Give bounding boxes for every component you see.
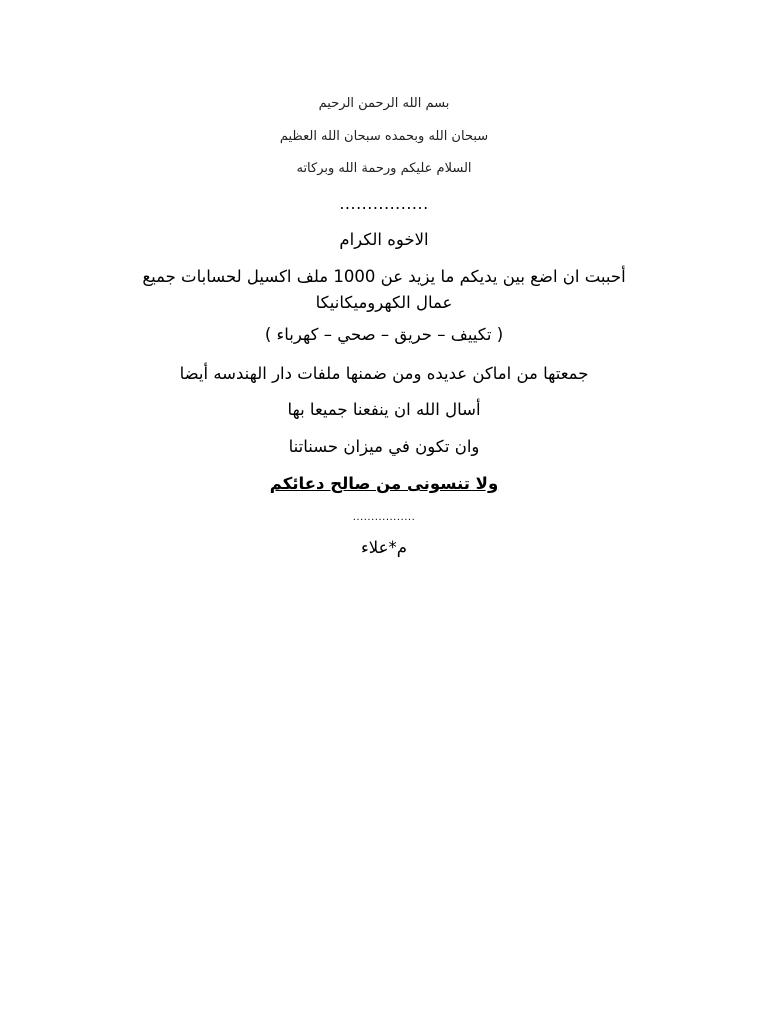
request-line: ولا تنسونى من صالح دعائكم bbox=[269, 474, 499, 493]
categories-line: ( تكييف – حريق – صحي – كهرباء ) bbox=[264, 325, 504, 344]
signature-line: م*علاء bbox=[361, 538, 407, 557]
hope-line: وان تكون في ميزان حسناتنا bbox=[288, 437, 480, 456]
top-separator: ................ bbox=[339, 194, 429, 213]
prayer-line: أسال الله ان ينفعنا جميعا بها bbox=[287, 400, 481, 419]
salam-line: السلام عليكم ورحمة الله وبركاته bbox=[296, 161, 472, 176]
intro-paragraph: أحببت ان اضع بين يديكم ما يزيد عن 1000 ملف اكسيل لحسابات جميع عمال الكهروميكانيكا bbox=[142, 267, 626, 312]
sources-line: جمعتها من اماكن عديده ومن ضمنها ملفات دار الهندسه أيضا bbox=[179, 364, 589, 383]
basmala-line: بسم الله الرحمن الرحيم bbox=[318, 96, 450, 111]
greeting-line: الاخوه الكرام bbox=[339, 230, 429, 249]
bottom-separator: ................. bbox=[352, 512, 416, 523]
tasbih-line: سبحان الله وبحمده سبحان الله العظيم bbox=[279, 129, 489, 144]
